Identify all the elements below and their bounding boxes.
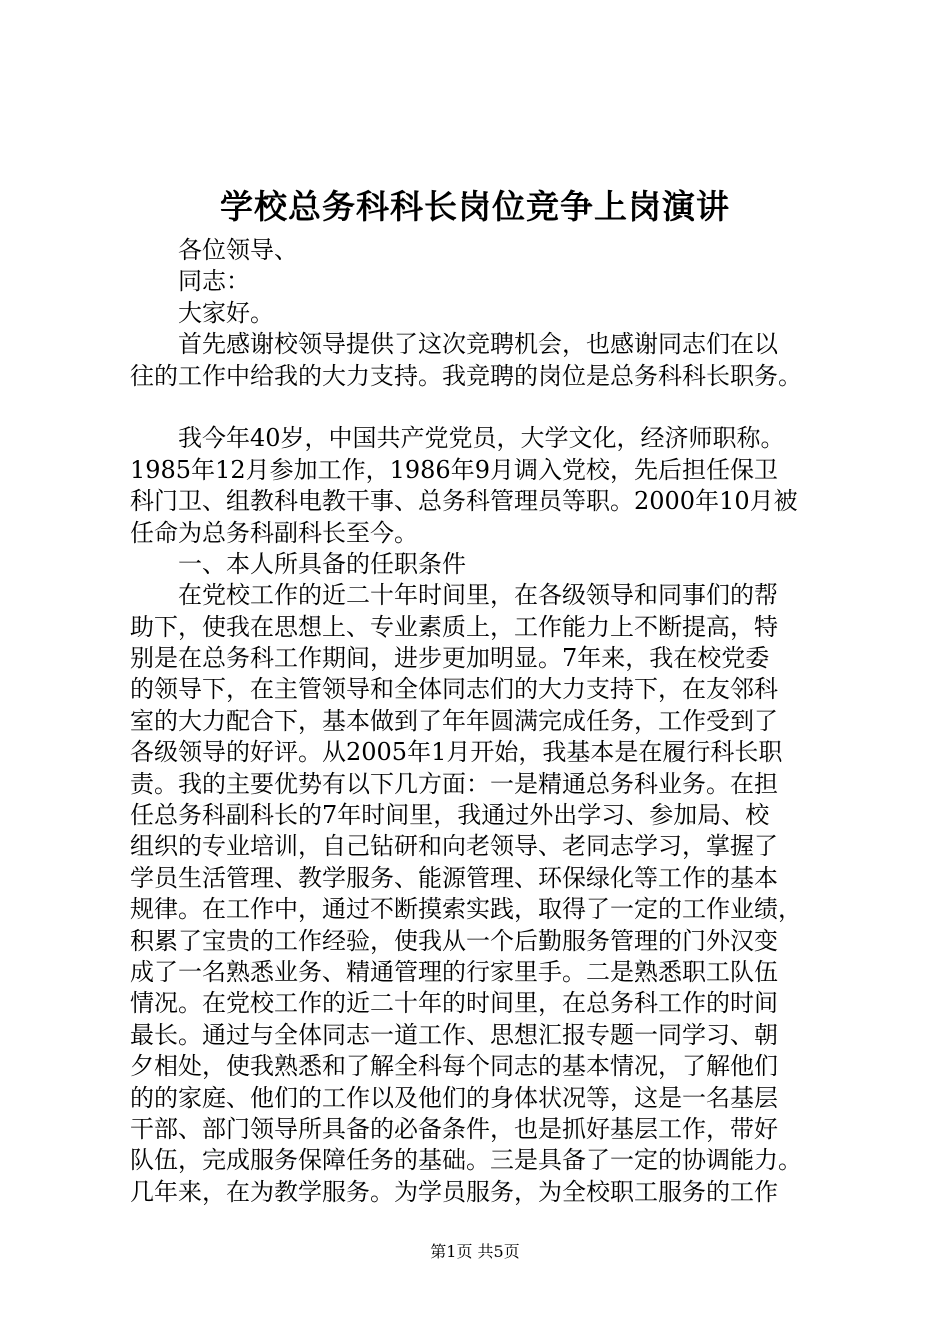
paragraph-line: 最长。通过与全体同志一道工作、思想汇报专题一同学习、朝: [130, 1020, 778, 1049]
paragraph-line: 的的家庭、他们的工作以及他们的身体状况等，这是一名基层: [130, 1083, 778, 1112]
paragraph-line: 室的大力配合下，基本做到了年年圆满完成任务，工作受到了: [130, 706, 778, 735]
paragraph-line: 情况。在党校工作的近二十年的时间里，在总务科工作的时间: [130, 989, 778, 1018]
salutation-line: 各位领导、: [178, 236, 298, 264]
paragraph-line: 我今年40岁，中国共产党党员，大学文化，经济师职称。: [178, 424, 785, 453]
paragraph-line: 队伍，完成服务保障任务的基础。三是具备了一定的协调能力。: [130, 1146, 802, 1175]
greeting-line: 大家好。: [178, 298, 274, 327]
page-number-footer: 第1页 共5页: [430, 1242, 520, 1261]
paragraph-line: 积累了宝贵的工作经验，使我从一个后勤服务管理的门外汉变: [130, 926, 778, 955]
document-title: 学校总务科科长岗位竞争上岗演讲: [220, 187, 730, 226]
document-body: [130, 235, 845, 1208]
paragraph-line: 别是在总务科工作期间，进步更加明显。7年来，我在校党委: [130, 644, 770, 673]
paragraph-line: 科门卫、组教科电教干事、总务科管理员等职。2000年10月被: [130, 487, 798, 516]
paragraph-line: 夕相处，使我熟悉和了解全科每个同志的基本情况，了解他们: [130, 1052, 778, 1081]
paragraph-line: 1985年12月参加工作，1986年9月调入党校，先后担任保卫: [130, 455, 778, 484]
paragraph-line: 首先感谢校领导提供了这次竞聘机会，也感谢同志们在以: [178, 330, 778, 359]
paragraph-line: 的领导下，在主管领导和全体同志们的大力支持下，在友邻科: [130, 675, 778, 704]
paragraph-line: 往的工作中给我的大力支持。我竞聘的岗位是总务科科长职务。: [130, 361, 802, 390]
blank-line: [130, 392, 845, 423]
paragraph-line: 任总务科副科长的7年时间里，我通过外出学习、参加局、校: [130, 801, 770, 830]
paragraph-line: 各级领导的好评。从2005年1月开始，我基本是在履行科长职: [130, 738, 783, 767]
paragraph-line: 责。我的主要优势有以下几方面：一是精通总务科业务。在担: [130, 769, 778, 798]
paragraph-line: 成了一名熟悉业务、精通管理的行家里手。二是熟悉职工队伍: [130, 957, 778, 986]
salutation-line: 同志：: [178, 267, 250, 296]
paragraph-line: 规律。在工作中，通过不断摸索实践，取得了一定的工作业绩，: [130, 895, 802, 924]
paragraph-line: 几年来，在为教学服务。为学员服务，为全校职工服务的工作: [130, 1177, 778, 1206]
section-heading: 一、本人所具备的任职条件: [178, 549, 466, 578]
paragraph-line: 组织的专业培训，自己钻研和向老领导、老同志学习，掌握了: [130, 832, 778, 861]
paragraph-line: 在党校工作的近二十年时间里，在各级领导和同事们的帮: [178, 581, 778, 610]
paragraph-line: 干部、部门领导所具备的必备条件，也是抓好基层工作，带好: [130, 1114, 778, 1143]
paragraph-line: 助下，使我在思想上、专业素质上，工作能力上不断提高，特: [130, 612, 778, 641]
paragraph-line: 学员生活管理、教学服务、能源管理、环保绿化等工作的基本: [130, 863, 778, 892]
paragraph-line: 任命为总务科副科长至今。: [130, 518, 418, 547]
